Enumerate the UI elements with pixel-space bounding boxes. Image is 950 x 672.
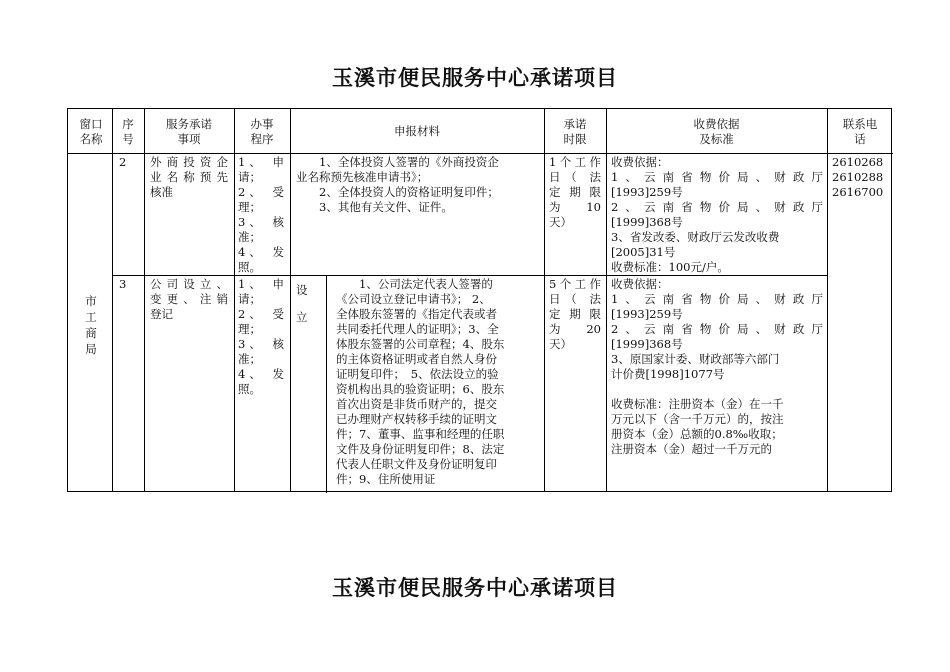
- row-materials: [336, 277, 541, 487]
- text-line: 证明复印件； 5、依法设立的验: [336, 367, 499, 381]
- row-process: [238, 277, 284, 397]
- text-line: 理；: [238, 322, 261, 336]
- text-line: 3、 核: [238, 337, 284, 351]
- header-text: 序: [122, 117, 134, 131]
- text-line: 2、云南省物价局、财政厅: [611, 200, 823, 214]
- header-text: 话: [854, 132, 866, 146]
- header-text: 办事: [250, 117, 274, 131]
- text-line: 定 期 限: [549, 185, 601, 199]
- text-line: 注册资本（金）超过一千万元的: [611, 442, 772, 456]
- header-text: 名称: [79, 132, 103, 146]
- department-char: 局: [85, 342, 97, 356]
- header-materials: 申报材料: [394, 124, 440, 138]
- phone-number: 2610268: [832, 155, 884, 169]
- text-line: 收费依据：: [611, 277, 669, 291]
- text-line: 1、云南省物价局、财政厅: [611, 170, 823, 184]
- header-text: 程序: [250, 132, 274, 146]
- text-line: [611, 382, 823, 397]
- text-line: 设: [296, 283, 308, 297]
- header-text: 收费依据: [693, 117, 740, 131]
- department-char: 商: [85, 326, 97, 340]
- header-process: [236, 117, 288, 147]
- text-line: 3、 核: [238, 215, 284, 229]
- grid-line: [290, 109, 291, 491]
- text-line: 1、公司法定代表人签署的: [336, 277, 493, 291]
- text-line: 2、 受: [238, 185, 284, 199]
- row-fee: [611, 155, 823, 275]
- text-line: 天）: [549, 215, 572, 229]
- text-line: 体股东签署的公司章程；4、股东: [336, 337, 505, 351]
- text-line: 请；: [238, 170, 261, 184]
- header-seq: [114, 117, 142, 147]
- text-line: 准；: [238, 230, 261, 244]
- header-text: 时限: [563, 132, 587, 146]
- text-line: 首次出资是非货币财产的，提交: [336, 397, 497, 411]
- text-line: [1993]259号: [611, 185, 683, 199]
- text-line: 4、 发: [238, 367, 284, 381]
- grid-line: [144, 109, 145, 491]
- text-line: 1、 申: [238, 155, 284, 169]
- text-line: 1、云南省物价局、财政厅: [611, 292, 823, 306]
- text-line: 收费标准：100元/户。: [611, 260, 729, 274]
- header-deadline: [546, 117, 604, 147]
- text-line: 册资本（金）总额的0.8‰收取；: [611, 427, 783, 441]
- text-line: 准；: [238, 352, 261, 366]
- row-deadline: [549, 155, 601, 230]
- header-text: 号: [122, 132, 134, 146]
- row-service: [150, 277, 228, 322]
- text-line: 万元以下（含一千万元）的，按注: [611, 412, 784, 426]
- department-cell: [72, 293, 110, 357]
- text-line: 收费依据：: [611, 155, 669, 169]
- row-seq: 2: [119, 155, 127, 169]
- text-line: 代表人任职文件及身份证明复印: [336, 457, 497, 471]
- text-line: 变更、注销: [150, 292, 228, 306]
- text-line: 已办理财产权转移手续的证明文: [336, 412, 497, 426]
- text-line: 件；7、董事、监事和经理的任职: [336, 427, 505, 441]
- text-line: 5个工作: [549, 277, 601, 291]
- text-line: [1999]368号: [611, 337, 683, 351]
- text-line: [2005]31号: [611, 245, 676, 259]
- text-line: 业名称预先: [150, 170, 228, 184]
- text-line: 为 10: [549, 200, 601, 214]
- text-line: 1、 申: [238, 277, 284, 291]
- text-line: 为 20: [549, 322, 601, 336]
- header-text: 窗口: [79, 117, 103, 131]
- text-line: 收费标准：注册资本（金）在一千: [611, 397, 784, 411]
- text-line: 1个工作: [549, 155, 601, 169]
- text-line: 日（ 法: [549, 292, 601, 306]
- grid-line: [544, 109, 545, 491]
- text-line: 件；9、住所使用证: [336, 472, 436, 486]
- text-line: 2、全体投资人的资格证明复印件；: [296, 185, 499, 199]
- phone-number: 2616700: [832, 185, 884, 199]
- grid-line: [112, 275, 827, 276]
- text-line: [1999]368号: [611, 215, 683, 229]
- text-line: 2、 受: [238, 307, 284, 321]
- text-line: 计价费[1998]1077号: [611, 367, 725, 381]
- text-line: 请；: [238, 292, 261, 306]
- text-line: 1、全体投资人签署的《外商投资企: [296, 155, 499, 169]
- text-line: 立: [296, 310, 308, 324]
- text-line: 登记: [150, 307, 173, 321]
- text-line: 共同委托代理人的证明》；3、全: [336, 322, 499, 336]
- row-service: [150, 155, 228, 200]
- header-text: 及标准: [699, 132, 734, 146]
- header-text: 事项: [177, 132, 201, 146]
- text-line: 天）: [549, 337, 572, 351]
- text-line: 2、云南省物价局、财政厅: [611, 322, 823, 336]
- header-phone: [829, 117, 891, 147]
- text-line: 3、原国家计委、财政部等六部门: [611, 352, 780, 366]
- page-title-repeat: 玉溪市便民服务中心承诺项目: [332, 576, 618, 600]
- text-line: 文件及身份证明复印件；8、法定: [336, 442, 505, 456]
- text-line: 公司设立、: [150, 277, 228, 291]
- header-service: [146, 117, 232, 147]
- text-line: 《公司设立登记申请书》； 2、: [336, 292, 491, 306]
- text-line: 3、其他有关文件、证件。: [296, 200, 453, 214]
- phone-number: 2610288: [832, 170, 884, 184]
- header-text: 承诺: [563, 117, 587, 131]
- row-materials: [296, 155, 542, 215]
- text-line: 的主体资格证明或者自然人身份: [336, 352, 497, 366]
- text-line: 资机构出具的验资证明；6、股东: [336, 382, 505, 396]
- department-char: 市: [85, 294, 97, 308]
- grid-line: [234, 109, 235, 491]
- text-line: [1993]259号: [611, 307, 683, 321]
- row-process: [238, 155, 284, 275]
- grid-line: [112, 109, 113, 491]
- grid-line: [606, 109, 607, 491]
- grid-line: [68, 153, 893, 154]
- text-line: 4、 发: [238, 245, 284, 259]
- text-line: 照。: [238, 382, 261, 396]
- row-fee: [611, 277, 823, 457]
- header-text: 联系电: [842, 117, 878, 131]
- text-line: 照。: [238, 260, 261, 274]
- commitment-table: [67, 108, 892, 492]
- text-line: 定 期 限: [549, 307, 601, 321]
- text-line: 日（ 法: [549, 170, 601, 184]
- header-text: 服务承诺: [166, 117, 212, 131]
- text-line: 理；: [238, 200, 261, 214]
- row-phones: [832, 155, 890, 200]
- header-fee: [608, 117, 825, 147]
- text-line: 业名称预先核准申请书》；: [296, 170, 429, 184]
- page-title: 玉溪市便民服务中心承诺项目: [332, 66, 618, 90]
- grid-line: [827, 109, 828, 491]
- row-seq: 3: [119, 277, 127, 291]
- text-line: 核准: [150, 185, 173, 199]
- header-window: [72, 117, 110, 147]
- row-deadline: [549, 277, 601, 352]
- department-char: 工: [85, 310, 97, 324]
- grid-line: [326, 275, 327, 493]
- text-line: 3、省发改委、财政厅云发改收费: [611, 230, 780, 244]
- text-line: 外商投资企: [150, 155, 228, 169]
- text-line: 全体股东签署的《指定代表或者: [336, 307, 497, 321]
- row-subcategory: [296, 277, 322, 331]
